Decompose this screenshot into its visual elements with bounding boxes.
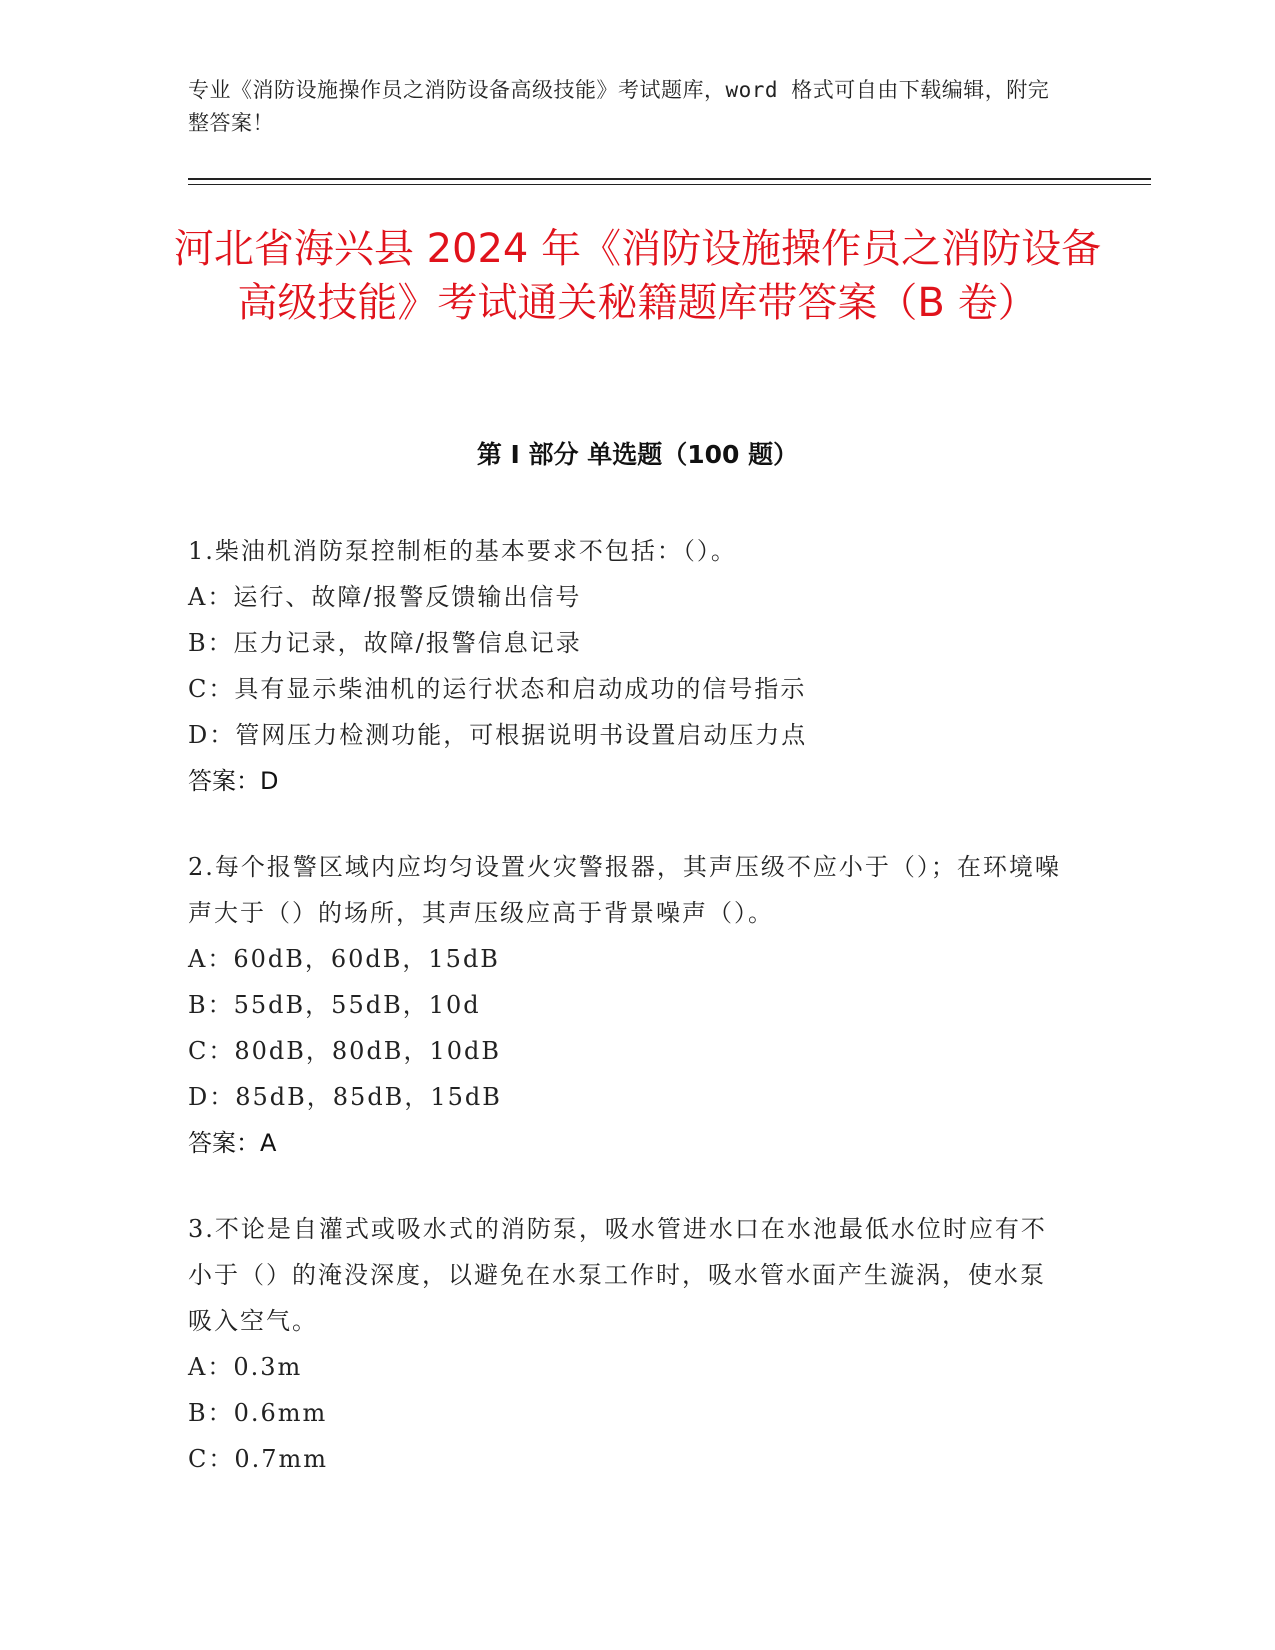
header-divider-thick: [188, 178, 1151, 180]
option-b: B：55dB，55dB，10d: [188, 991, 481, 1019]
option-d: D：管网压力检测功能，可根据说明书设置启动压力点: [188, 721, 808, 749]
question-stem: 2.每个报警区域内应均匀设置火灾警报器，其声压级不应小于（）；在环境噪声大于（）的场所，其声压级应高于背景噪声（）。: [188, 853, 1061, 927]
question-1: [188, 528, 1068, 804]
question-stem: 1.柴油机消防泵控制柜的基本要求不包括：（）。: [188, 537, 737, 565]
header-divider-thin: [188, 184, 1151, 185]
option-a: A：0.3m: [188, 1353, 303, 1381]
document-title: 河北省海兴县 2024 年《消防设施操作员之消防设备高级技能》考试通关秘籍题库带答案（B 卷）: [173, 226, 1102, 326]
answer-line: 答案：A: [188, 1129, 277, 1157]
option-c: C：具有显示柴油机的运行状态和启动成功的信号指示: [188, 675, 807, 703]
option-b: B：0.6mm: [188, 1399, 328, 1427]
question-stem: 3.不论是自灌式或吸水式的消防泵，吸水管进水口在水池最低水位时应有不小于（）的淹没深度，以避免在水泵工作时，吸水管水面产生漩涡，使水泵吸入空气。: [188, 1215, 1047, 1335]
answer-line: 答案：D: [188, 767, 279, 795]
option-a: A：运行、故障/报警反馈输出信号: [188, 583, 582, 611]
option-b: B：压力记录，故障/报警信息记录: [188, 629, 582, 657]
question-2: [188, 844, 1068, 1166]
header-note: 专业《消防设施操作员之消防设备高级技能》考试题库，word 格式可自由下载编辑，附完整答案！: [188, 78, 1050, 135]
option-d: D：85dB，85dB，15dB: [188, 1083, 502, 1111]
question-list: [188, 528, 1068, 1522]
section-heading: 第 I 部分 单选题（100 题）: [476, 440, 799, 469]
option-c: C：80dB，80dB，10dB: [188, 1037, 501, 1065]
option-c: C：0.7mm: [188, 1445, 329, 1473]
option-a: A：60dB，60dB，15dB: [188, 945, 500, 973]
question-3: [188, 1206, 1068, 1482]
